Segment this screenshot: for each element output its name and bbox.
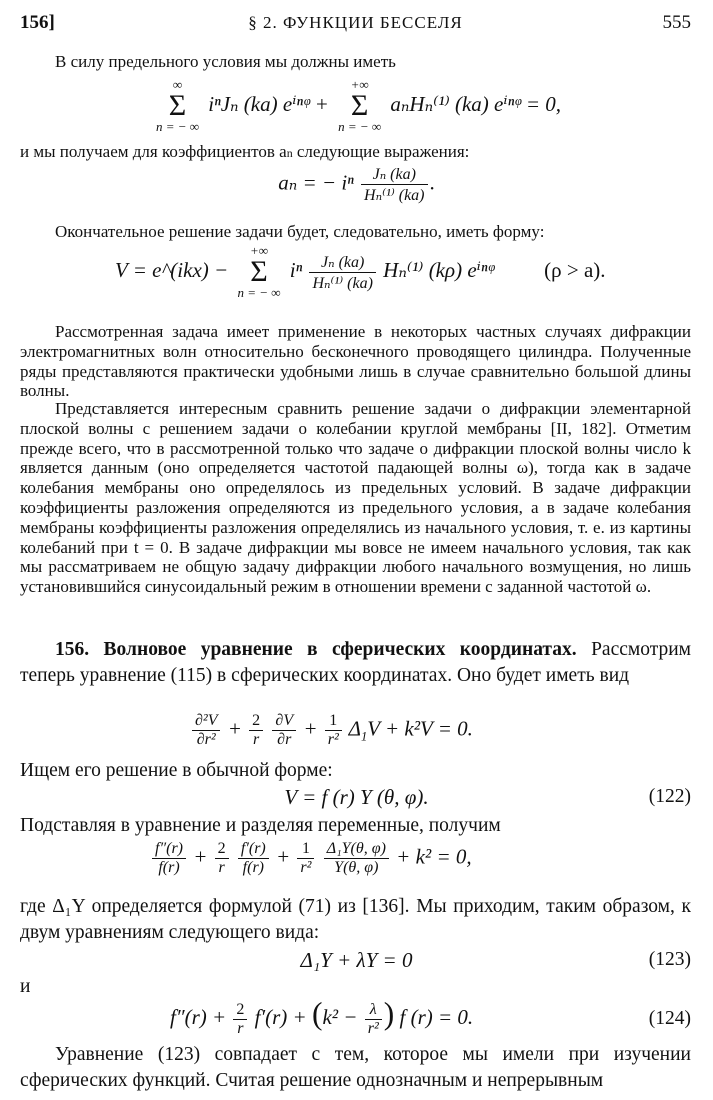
equation-123: Δ₁Y + λY = 0	[300, 948, 413, 972]
paragraph-7: Подставляя в уравнение и разделяя переменные, получим	[20, 815, 501, 836]
equation-coefficients: aₙ = − iⁿ $\frac{\text{Jₙ (ka)}}{\text{Hₙ⁽¹⁾ (ka)}}$ .	[278, 166, 435, 204]
running-title: § 2. ФУНКЦИИ БЕССЕЛЯ	[248, 13, 463, 32]
equation-124: f″(r) + $\frac{2}{r}$ f′(r) + (k² − $\frac{\lambda}{\text{r²}}$ ) f (r) = 0.	[170, 996, 474, 1037]
section-156: 156. Волновое уравнение в сферических координатах. Рассмотрим теперь уравнение (115) в сферических координатах. Оно будет иметь вид	[20, 639, 691, 686]
equation-wave: $\frac{\text{∂²V}}{\text{∂r²}}$ + $\frac{2}{r}$ $\frac{\partial V}{\partial r}$ + $\frac{1}{\text{r²}}$ $\Delta_1V + k^2V = 0$.	[190, 712, 473, 749]
equation-solution: V = e^(ikx) − +∞ Σ n = − ∞ iⁿ $\frac{\text{Jₙ (ka)}}{\text{Hₙ⁽¹⁾ (ka)}}$ Hₙ⁽¹⁾ (kρ) eⁱⁿᵠ (ρ > a).	[115, 243, 606, 300]
equation-boundary-sum	[0, 78, 713, 134]
section-title: 156. Волновое уравнение в сферических координатах.	[55, 639, 577, 660]
equation-number-123: (123)	[648, 949, 691, 970]
paragraph-4: Рассмотренная задача имеет применение в некоторых частных случаях дифракции электромагнитных волн относительно бесконечного проводящего цилиндра. Полученные ряды представляются практически удобными лишь в случае сравнительно большой длины волны.	[20, 322, 691, 401]
paragraph-3: Окончательное решение задачи будет, следовательно, иметь форму:	[55, 222, 545, 241]
paragraph-6: Ищем его решение в обычной форме:	[20, 760, 333, 781]
eq1-term2: aₙHₙ⁽¹⁾ (ka) eⁱⁿᵠ = 0,	[390, 91, 562, 116]
paragraph-10: Уравнение (123) совпадает с тем, которое мы имели при изучении сферических функций. Считая решение однозначным и непрерывным	[20, 1044, 691, 1091]
paragraph-9: и	[20, 976, 31, 997]
sum-symbol: ∞ Σ n = − ∞	[155, 77, 200, 134]
paragraph-8: где Δ₁Y определяется формулой (71) из [136]. Мы приходим, таким образом, к двум уравнениям следующего вида:	[20, 896, 691, 943]
equation-number-122: (122)	[648, 786, 691, 807]
sum-symbol: +∞ Σ n = − ∞	[338, 77, 382, 134]
page-number: 555	[662, 12, 691, 33]
section-ref: 156]	[20, 12, 55, 33]
running-header	[20, 12, 691, 38]
equation-122: V = f (r) Y (θ, φ).	[284, 785, 429, 809]
paragraph-2: и мы получаем для коэффициентов an следующие выражения:	[20, 142, 470, 161]
paragraph-1: В силу предельного условия мы должны иметь	[55, 52, 396, 71]
paragraph-5: Представляется интересным сравнить решение задачи о дифракции элементарной плоской волны с решением задачи о колебании круглой мембраны [II, 182]. Отметим прежде всего, что в рассмотренной только что задаче о дифракции плоской волны число k является данным (оно определяется частотой падающей волны ω), тогда как в задаче колебания мембраны оно определялось из предельных условий. В задаче дифракции коэффициенты разложения определяются из предельного условия, а в задаче колебания мембраны коэффициенты разложения определялись из начального условия, т. е. из картины колебаний при t = 0. В задаче дифракции мы вовсе не имеем начального условия, так как мы рассматриваем не общую задачу дифракции любого начального возмущения, но лишь установившийся синусоидальный режим в отношении времени с заданной частотой ω.	[20, 399, 691, 597]
equation-separation: $\frac{f''(r)}{f(r)}$ + $\frac{2}{r}$ $\frac{f'(r)}{f(r)}$ + $\frac{1}{\text{r²}}$ $\frac{\text{Δ₁Y(θ, φ)}}{Y(\theta, \varphi)}$ + k² = 0,	[150, 840, 472, 877]
eq1-term1: iⁿJₙ (ka) eⁱⁿᵠ +	[208, 91, 329, 116]
equation-number-124: (124)	[648, 1008, 691, 1029]
